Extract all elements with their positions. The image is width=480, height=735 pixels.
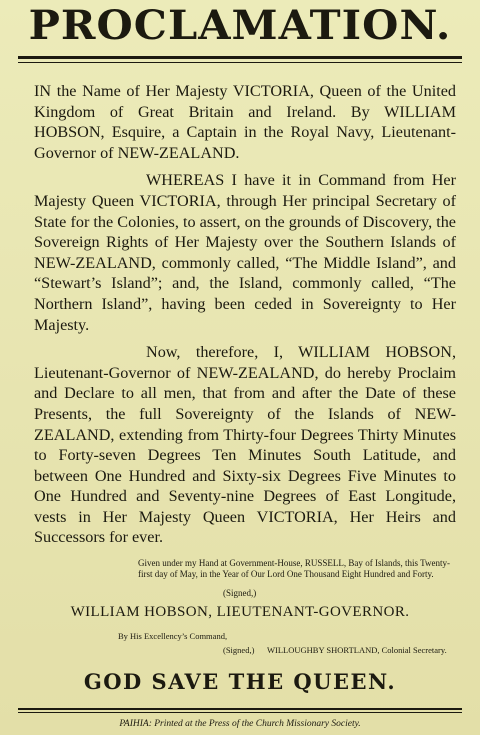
excellency-command: By His Excellency’s Command, bbox=[118, 631, 228, 642]
paragraph-preamble: IN the Name of Her Majesty VICTORIA, Queen of the United Kingdom of Great Britain and Ireland. By WILLIAM HOBSON, Esquire, a Captain in the Royal Navy, Lieutenant-Governor of NEW-ZEALAND. bbox=[34, 82, 456, 162]
signed-marker: (Signed,) bbox=[223, 588, 257, 599]
paragraph-whereas: WHEREAS I have it in Command from Her Majesty Queen VICTORIA, through Her principal Secretary of State for the Colonies, to assert, on the grounds of Discovery, the Sovereign Rights of Her Majesty over the Southern Islands of NEW-ZEALAND, commonly called, “The Middle Island”, and “Stewart’s Island”; and, the Island, commonly called, “The Northern Island”, having been ceded in Sovereignty to Her Majesty. bbox=[34, 171, 456, 334]
signatory-name: WILLIAM HOBSON, LIEUTENANT-GOVERNOR. bbox=[70, 604, 410, 621]
secretary-line bbox=[223, 645, 462, 655]
title-divider bbox=[18, 56, 462, 63]
god-save-the-queen: GOD SAVE THE QUEEN. bbox=[83, 669, 397, 695]
secretary-name: WILLOUGHBY SHORTLAND, Colonial Secretary. bbox=[267, 645, 447, 656]
page-title: PROCLAMATION. bbox=[28, 2, 452, 49]
bottom-divider bbox=[18, 708, 462, 713]
printer-imprint: PAIHIA: Printed at the Press of the Church Missionary Society. bbox=[119, 719, 361, 730]
paragraph-declaration: Now, therefore, I, WILLIAM HOBSON, Lieutenant-Governor of NEW-ZEALAND, do hereby Proclaim and Declare to all men, that from and after the Date of these Presents, the full Sovereignty of the Islands of NEW-ZEALAND, extending from Thirty-four Degrees Thirty Minutes to Forty-seven Degrees Ten Minutes South Latitude, and between One Hundred and Sixty-six Degrees Five Minutes to One Hundred and Seventy-nine Degrees of East Longitude, vests in Her Majesty Queen VICTORIA, Her Heirs and Successors for ever. bbox=[34, 343, 456, 547]
signed-marker-2: (Signed,) bbox=[223, 645, 255, 656]
proclamation-body bbox=[18, 81, 462, 548]
given-under-hand: Given under my Hand at Government-House, RUSSELL, Bay of Islands, this Twenty-first day of May, in the Year of Our Lord One Thousand Eight Hundred and Forty. bbox=[138, 558, 450, 580]
